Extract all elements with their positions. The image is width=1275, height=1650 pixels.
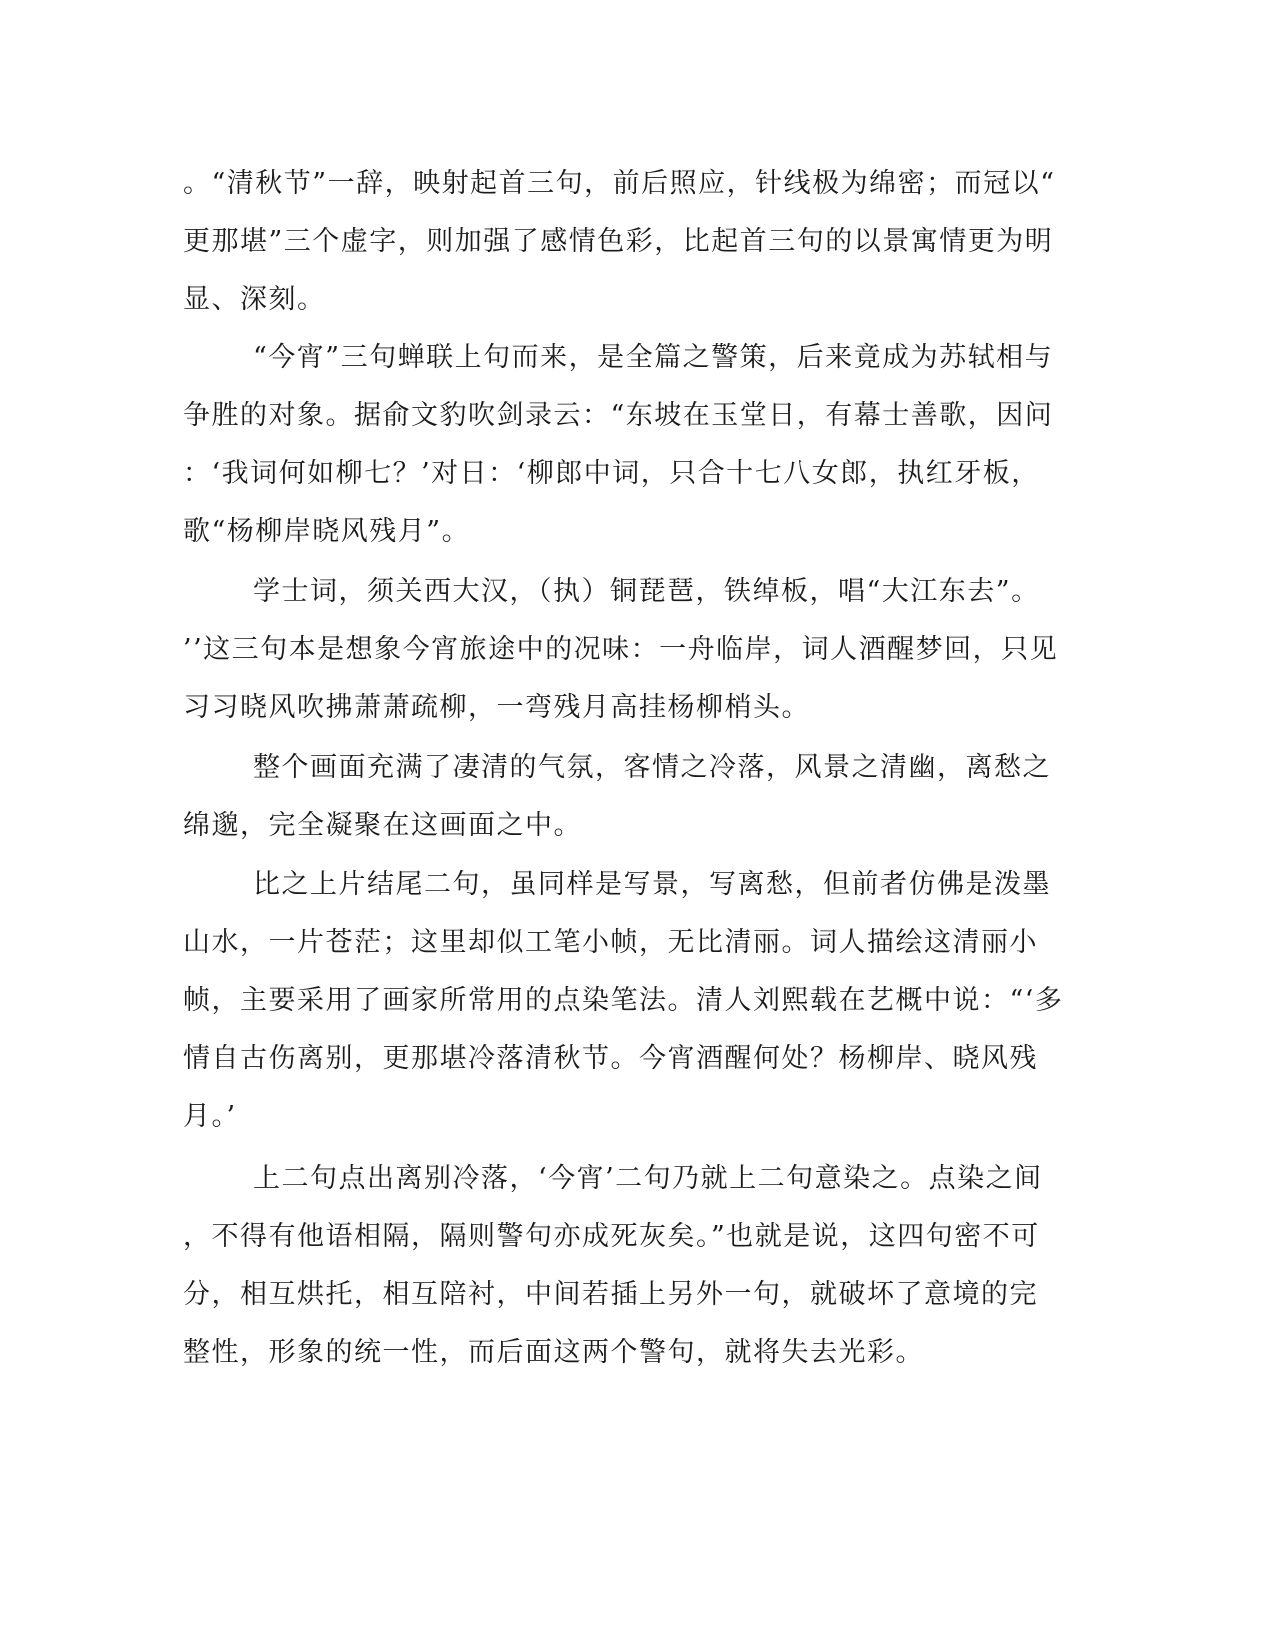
- text-line: ’’这三句本是想象今宵旅途中的况味：一舟临岸，词人酒醒梦回，只见: [183, 634, 1059, 665]
- paragraph-4: [183, 739, 1063, 855]
- text-line: 上二句点出离别冷落，‘今宵’二句乃就上二句意染之。点染之间: [253, 1163, 1043, 1194]
- paragraph-1: [183, 155, 1063, 329]
- text-line: ：‘我词何如柳七？’对日：‘柳郎中词，只合十七八女郎，执红牙板，: [183, 458, 1040, 489]
- paragraph-5: [183, 856, 1063, 1146]
- text-line: 分，相互烘托，相互陪衬，中间若插上另外一句，就破坏了意境的完: [183, 1279, 1038, 1310]
- text-line: 山水，一片苍茫；这里却似工笔小帧，无比清丽。词人描绘这清丽小: [183, 927, 1038, 958]
- text-line: 整性，形象的统一性，而后面这两个警句，就将失去光彩。: [183, 1337, 924, 1368]
- text-line: 帧，主要采用了画家所常用的点染笔法。清人刘熙载在艺概中说：“‘多: [183, 985, 1064, 1016]
- text-line: 更那堪”三个虚字，则加强了感情色彩，比起首三句的以景寓情更为明: [183, 226, 1054, 257]
- text-line: ，不得有他语相隔，隔则警句亦成死灰矣。”也就是说，这四句密不可: [183, 1221, 1040, 1252]
- text-line: 比之上片结尾二句，虽同样是写景，写离愁，但前者仿佛是泼墨: [253, 869, 1051, 900]
- paragraph-6: [183, 1150, 1063, 1382]
- paragraph-2: [183, 329, 1063, 561]
- text-line: 情自古伤离别，更那堪冷落清秋节。今宵酒醒何处？杨柳岸、晓风残: [183, 1043, 1038, 1074]
- text-line: 。“清秋节”一辞，映射起首三句，前后照应，针线极为绵密；而冠以“: [183, 168, 1056, 199]
- text-line: “今宵”三句蝉联上句而来，是全篇之警策，后来竟成为苏轼相与: [253, 342, 1054, 373]
- text-line: 争胜的对象。据俞文豹吹剑录云：“东坡在玉堂日，有幕士善歌，因问: [183, 400, 1054, 431]
- text-line: 歌“杨柳岸晓风残月”。: [183, 516, 471, 547]
- text-line: 显、深刻。: [183, 284, 326, 315]
- text-line: 学士词，须关西大汉，（执）铜琵琶，铁绰板，唱“大江东去”。: [253, 576, 1040, 607]
- paragraph-3: [183, 563, 1063, 737]
- text-line: 月。’: [183, 1101, 237, 1132]
- text-line: 绵邈，完全凝聚在这画面之中。: [183, 810, 582, 841]
- text-line: 整个画面充满了凄清的气氛，客情之冷落，风景之清幽，离愁之: [253, 752, 1051, 783]
- text-line: 习习晓风吹拂萧萧疏柳，一弯残月高挂杨柳梢头。: [183, 692, 810, 723]
